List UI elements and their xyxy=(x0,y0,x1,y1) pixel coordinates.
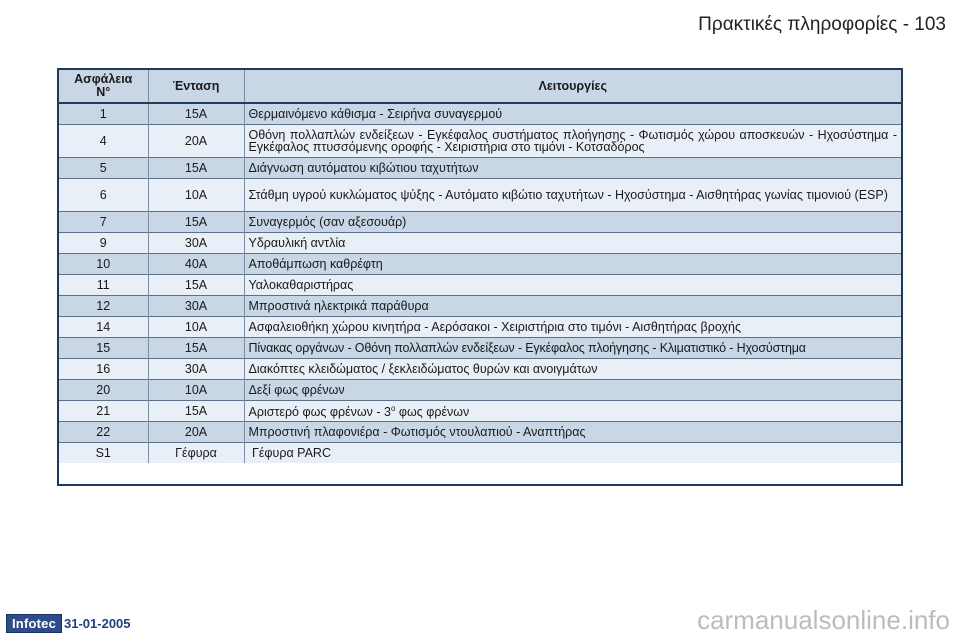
fuse-amperage: 15A xyxy=(148,275,244,296)
fuse-function: Γέφυρα PARC xyxy=(244,443,901,464)
fuse-number: 4 xyxy=(59,125,148,158)
fuse-amperage: 15A xyxy=(148,103,244,125)
fuse-amperage: 10A xyxy=(148,380,244,401)
fuse-amperage: 40A xyxy=(148,254,244,275)
fuse-number: 7 xyxy=(59,212,148,233)
col-header-functions: Λειτουργίες xyxy=(244,70,901,103)
fuse-amperage: 20A xyxy=(148,422,244,443)
table-row xyxy=(59,125,901,158)
table-row xyxy=(59,317,901,338)
table-row xyxy=(59,254,901,275)
fuse-amperage: 15A xyxy=(148,338,244,359)
fuse-function: Οθόνη πολλαπλών ενδείξεων - Εγκέφαλος συστήματος πλοήγησης - Φωτισμός χώρου αποσκευών - Ηχοσύστημα - Εγκέφαλος πτυσσόμενης οροφής - Χειριστήρια στο τιμόνι - Κοτσαδόρος xyxy=(244,125,901,158)
fuse-number: 11 xyxy=(59,275,148,296)
fuse-function: Διακόπτες κλειδώματος / ξεκλειδώματος θυρών και ανοιγμάτων xyxy=(244,359,901,380)
fuse-amperage: Γέφυρα xyxy=(148,443,244,464)
fuse-function: Δεξί φως φρένων xyxy=(244,380,901,401)
fuse-number: 21 xyxy=(59,401,148,422)
table-row xyxy=(59,380,901,401)
fuse-amperage: 15A xyxy=(148,401,244,422)
watermark: carmanualsonline.info xyxy=(697,605,950,635)
fuse-amperage: 20A xyxy=(148,125,244,158)
footer xyxy=(6,614,131,633)
fuse-function xyxy=(244,401,901,422)
fuse-amperage: 30A xyxy=(148,296,244,317)
fuse-number: S1 xyxy=(59,443,148,464)
fuse-number: 9 xyxy=(59,233,148,254)
infotec-logo: Infotec xyxy=(6,614,62,633)
fuse-amperage: 10A xyxy=(148,179,244,212)
fuse-function: Ασφαλειοθήκη χώρου κινητήρα - Αερόσακοι - Χειριστήρια στο τιμόνι - Αισθητήρας βροχής xyxy=(244,317,901,338)
fuse-table-frame xyxy=(57,68,903,486)
fuse-amperage: 15A xyxy=(148,212,244,233)
fuse-number: 14 xyxy=(59,317,148,338)
fuse-number: 22 xyxy=(59,422,148,443)
table-row xyxy=(59,359,901,380)
fuse-function: Διάγνωση αυτόματου κιβώτιου ταχυτήτων xyxy=(244,158,901,179)
fuse-function: Μπροστινά ηλεκτρικά παράθυρα xyxy=(244,296,901,317)
table-row xyxy=(59,233,901,254)
fuse-number: 16 xyxy=(59,359,148,380)
fuse-function: Μπροστινή πλαφονιέρα - Φωτισμός ντουλαπιού - Αναπτήρας xyxy=(244,422,901,443)
fuse-number: 1 xyxy=(59,103,148,125)
table-row xyxy=(59,275,901,296)
fuse-amperage: 30A xyxy=(148,233,244,254)
col-header-fuse-number: Ασφάλεια N° xyxy=(59,70,148,103)
fuse-table xyxy=(59,70,901,463)
fuse-amperage: 10A xyxy=(148,317,244,338)
col-header-amperage: Ένταση xyxy=(148,70,244,103)
fuse-number: 12 xyxy=(59,296,148,317)
fuse-function: Αποθάμπωση καθρέφτη xyxy=(244,254,901,275)
table-row xyxy=(59,338,901,359)
fuse-amperage: 15A xyxy=(148,158,244,179)
fuse-number: 20 xyxy=(59,380,148,401)
footer-date: 31-01-2005 xyxy=(64,616,131,631)
table-row xyxy=(59,179,901,212)
fuse-function: Στάθμη υγρού κυκλώματος ψύξης - Αυτόματο κιβώτιο ταχυτήτων - Ηχοσύστημα - Αισθητήρας γωνίας τιμονιού (ESP) xyxy=(244,179,901,212)
fuse-function-text: φως φρένων xyxy=(395,405,470,420)
table-row xyxy=(59,158,901,179)
page-header: Πρακτικές πληροφορίες - 103 xyxy=(698,14,946,35)
ordinal-superscript: ο xyxy=(390,404,396,414)
fuse-number: 5 xyxy=(59,158,148,179)
table-row xyxy=(59,401,901,422)
fuse-number: 15 xyxy=(59,338,148,359)
fuse-function: Θερμαινόμενο κάθισμα - Σειρήνα συναγερμού xyxy=(244,103,901,125)
fuse-number: 10 xyxy=(59,254,148,275)
table-row xyxy=(59,296,901,317)
table-row xyxy=(59,443,901,464)
fuse-function: Πίνακας οργάνων - Οθόνη πολλαπλών ενδείξεων - Εγκέφαλος πλοήγησης - Κλιματιστικό - Ηχοσύστημα xyxy=(244,338,901,359)
table-row xyxy=(59,212,901,233)
fuse-number: 6 xyxy=(59,179,148,212)
table-header-row xyxy=(59,70,901,103)
fuse-function: Συναγερμός (σαν αξεσουάρ) xyxy=(244,212,901,233)
table-row xyxy=(59,422,901,443)
table-row xyxy=(59,103,901,125)
fuse-function: Υδραυλική αντλία xyxy=(244,233,901,254)
fuse-function-text: Αριστερό φως φρένων - 3 xyxy=(248,405,391,420)
fuse-function: Υαλοκαθαριστήρας xyxy=(244,275,901,296)
fuse-amperage: 30A xyxy=(148,359,244,380)
